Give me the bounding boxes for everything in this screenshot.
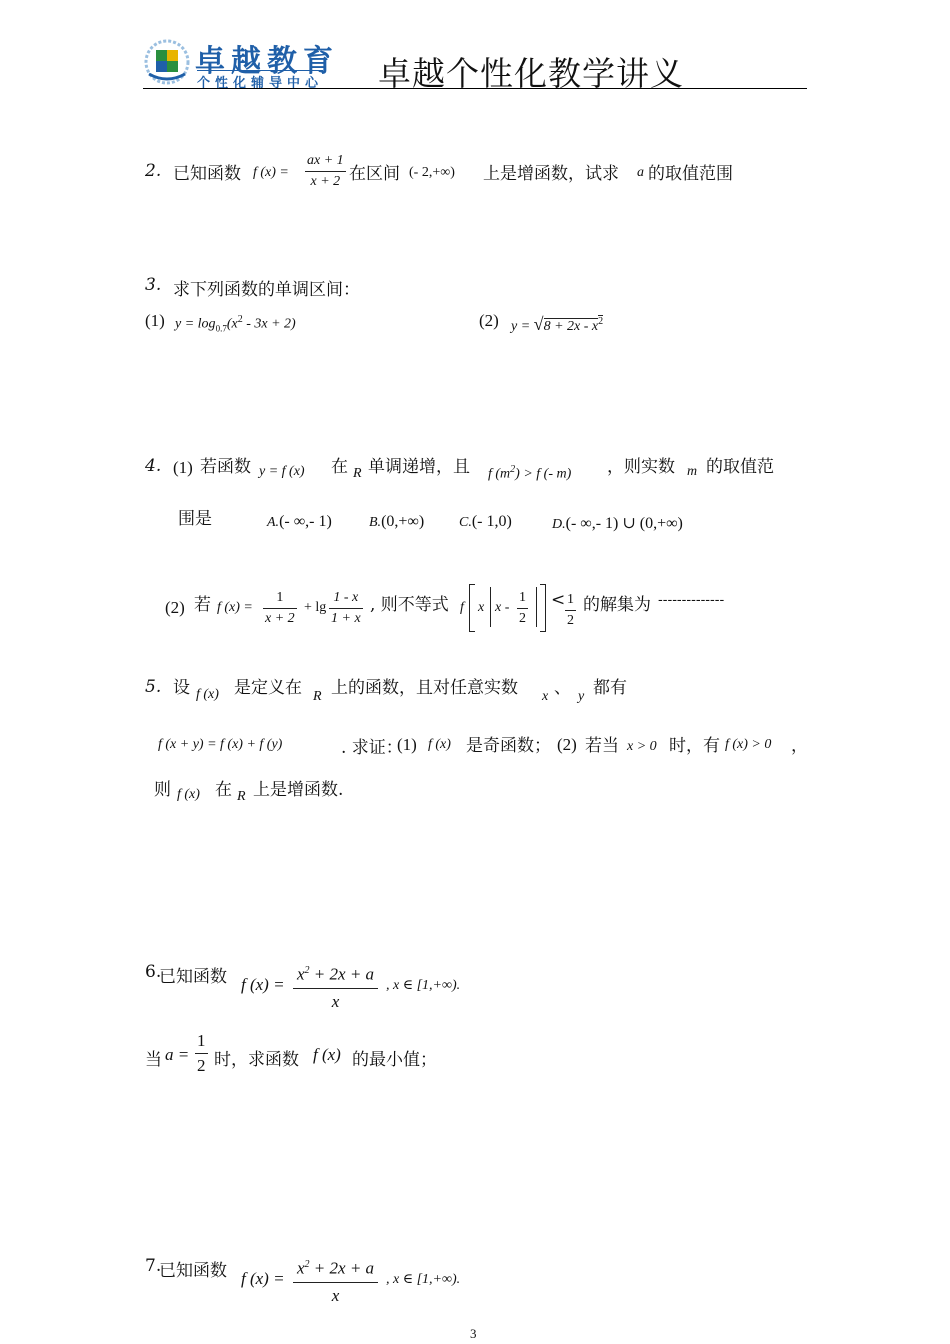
part-label: (2) xyxy=(479,311,499,330)
doc-title: 卓越个性化教学讲义 xyxy=(378,54,684,93)
option-a xyxy=(267,513,332,531)
question-text: 已知函数 xyxy=(173,164,241,184)
question-text: 围是 xyxy=(178,509,212,529)
sqrt-lhs: y = xyxy=(511,319,531,334)
math-sqrt-expression xyxy=(511,314,603,335)
num-part: + 2x + a xyxy=(309,1258,375,1278)
bracket-left-icon xyxy=(469,584,475,632)
question-text: 是奇函数； xyxy=(466,736,551,756)
math-fx: f (x) xyxy=(177,787,200,802)
question-text: , 则不等式 xyxy=(370,595,449,615)
math-fraction xyxy=(293,1252,378,1309)
num-part: + 2x + a xyxy=(309,964,375,984)
question-text: 单调递增，且 xyxy=(368,457,470,477)
radicand: 8 + 2x - x xyxy=(543,319,599,334)
bracket-right-icon xyxy=(540,584,546,632)
question-text: 当 xyxy=(145,1050,162,1070)
math-fraction xyxy=(263,588,297,629)
exponent: 2 xyxy=(510,464,516,475)
math-fraction xyxy=(565,590,576,631)
part-label: (2) xyxy=(557,735,577,754)
question-number: 6. xyxy=(145,962,162,982)
log-arg: (x xyxy=(226,316,238,332)
question-number: 7. xyxy=(145,1256,162,1276)
question-text: 则 xyxy=(154,780,171,800)
question-text: 上的函数，且对任意实数 xyxy=(331,678,518,698)
header-rule xyxy=(143,88,807,89)
math-y: y xyxy=(578,689,585,704)
question-text: 的取值范 xyxy=(706,457,774,477)
math-fraction xyxy=(305,151,346,192)
abs-left-icon xyxy=(490,587,491,627)
option-value: (- ∞,- 1) xyxy=(279,513,332,530)
question-text: 时，有 xyxy=(669,736,720,756)
header-logo xyxy=(143,38,348,91)
part-label: (1) xyxy=(145,311,165,330)
log-prefix: y = log xyxy=(175,316,216,332)
math-var: a xyxy=(637,165,644,180)
question-number: 4. xyxy=(145,456,162,476)
func-f: f xyxy=(460,600,464,615)
fraction-denominator: 2 xyxy=(197,1056,206,1075)
question-text: 在区间 xyxy=(349,164,400,184)
fraction-numerator: 1 xyxy=(263,588,297,609)
question-text: 的取值范围 xyxy=(648,164,733,184)
math-log-expression xyxy=(175,314,296,333)
math-cond: x > 0 xyxy=(627,739,657,754)
option-value: (- ∞,- 1) ∪ (0,+∞) xyxy=(565,515,683,532)
question-number: 5. xyxy=(145,677,162,697)
fraction-denominator: 1 + x xyxy=(331,611,361,626)
question-number: 2. xyxy=(145,161,162,181)
math-less-than: < xyxy=(551,590,566,610)
math-domain: , x ∈ [1,+∞). xyxy=(386,1272,461,1287)
fraction-denominator: x + 2 xyxy=(310,174,341,189)
question-text: 若当 xyxy=(585,736,619,756)
fraction-denominator: x xyxy=(331,991,340,1011)
answer-blank: -------------- xyxy=(658,592,725,608)
math-m: m xyxy=(687,464,698,479)
question-text: 求下列函数的单调区间： xyxy=(173,280,360,300)
question-text: 都有 xyxy=(593,678,627,698)
question-text: 上是增函数. xyxy=(253,780,344,800)
sqrt-icon: √ xyxy=(533,314,544,334)
question-text: 设 xyxy=(173,678,190,698)
math-lhs: f (x) = xyxy=(217,600,253,615)
option-b xyxy=(369,513,424,531)
part-label: (1) xyxy=(173,458,193,477)
math-R: R xyxy=(313,689,322,704)
math-lhs: f (x) = xyxy=(253,165,289,180)
fraction-denominator: 2 xyxy=(567,613,574,628)
math-domain: , x ∈ [1,+∞). xyxy=(386,978,461,993)
fraction-numerator: 1 xyxy=(517,588,528,609)
ineq-part: ) > f (- m) xyxy=(515,466,572,482)
math-R: R xyxy=(353,466,362,481)
option-c xyxy=(459,513,512,531)
logo-subtitle: 个性化辅导中心 xyxy=(197,70,323,91)
fraction-numerator: ax + 1 xyxy=(305,151,346,172)
option-value: (- 1,0) xyxy=(471,513,512,530)
question-text: 是定义在 xyxy=(234,678,302,698)
question-text: 在 xyxy=(215,780,232,800)
math-fraction xyxy=(517,588,528,629)
question-text: 若 xyxy=(194,595,211,615)
question-text: 在 xyxy=(331,457,348,477)
exponent: 2 xyxy=(598,316,604,328)
log-rest: - 3x + 2) xyxy=(242,316,296,332)
math-fraction xyxy=(293,958,378,1015)
option-label: C. xyxy=(459,515,472,530)
math-plus-lg: + lg xyxy=(304,600,327,615)
math-interval: (- 2,+∞) xyxy=(409,165,455,180)
exponent: 2 xyxy=(304,965,310,976)
math-func: y = f (x) xyxy=(259,464,305,479)
ineq-part: f (m xyxy=(488,466,511,482)
question-number: 3. xyxy=(145,275,162,295)
question-text: 、 xyxy=(554,678,571,698)
fraction-numerator xyxy=(293,958,378,989)
var-expr: x - xyxy=(495,600,510,615)
math-R: R xyxy=(237,789,246,804)
math-fraction xyxy=(329,588,363,629)
fraction-numerator: 1 xyxy=(565,590,576,611)
option-value: (0,+∞) xyxy=(381,513,425,530)
question-text: 已知函数 xyxy=(159,1261,227,1281)
math-lhs: f (x) = xyxy=(241,1269,285,1288)
question-text: 的最小值； xyxy=(352,1050,437,1070)
logo-title: 卓越教育 xyxy=(195,44,339,79)
math-fx: f (x) xyxy=(313,1045,341,1064)
option-label: D. xyxy=(552,517,566,532)
fraction-denominator: 2 xyxy=(519,611,526,626)
fraction-numerator: 1 xyxy=(195,1029,208,1054)
question-text: ， xyxy=(791,736,808,756)
math-cond2: f (x) > 0 xyxy=(725,737,772,752)
math-equation: f (x + y) = f (x) + f (y) xyxy=(158,737,283,752)
exponent: 2 xyxy=(237,314,243,325)
fraction-denominator: x + 2 xyxy=(265,611,295,626)
option-label: B. xyxy=(369,515,382,530)
option-d xyxy=(552,513,683,533)
logo-emblem-icon xyxy=(143,38,191,86)
math-x: x xyxy=(542,689,549,704)
page-number: 3 xyxy=(470,1326,477,1341)
option-label: A. xyxy=(267,515,280,530)
num-part: x xyxy=(297,964,305,984)
num-part: x xyxy=(297,1258,305,1278)
math-a-eq: a = xyxy=(165,1045,190,1064)
part-label: (1) xyxy=(397,735,417,754)
question-text: 若函数 xyxy=(200,457,251,477)
math-inequality xyxy=(488,464,571,483)
question-text: ，则实数 xyxy=(607,457,675,477)
question-text: 时，求函数 xyxy=(214,1050,299,1070)
math-fx: f (x) xyxy=(196,687,219,702)
math-fx: f (x) xyxy=(428,737,451,752)
fraction-denominator: x xyxy=(331,1285,340,1305)
exponent: 2 xyxy=(304,1259,310,1270)
math-fraction xyxy=(195,1029,208,1078)
abs-right-icon xyxy=(536,587,537,627)
question-text: 已知函数 xyxy=(159,967,227,987)
question-text: . 求证： xyxy=(341,738,403,758)
question-text: 的解集为 xyxy=(583,595,651,615)
log-base: 0.7 xyxy=(215,323,227,334)
fraction-numerator: 1 - x xyxy=(329,588,363,609)
fraction-numerator xyxy=(293,1252,378,1283)
var-x: x xyxy=(478,600,485,615)
question-text: 上是增函数，试求 xyxy=(483,164,619,184)
math-lhs: f (x) = xyxy=(241,975,285,994)
part-label: (2) xyxy=(165,598,185,617)
